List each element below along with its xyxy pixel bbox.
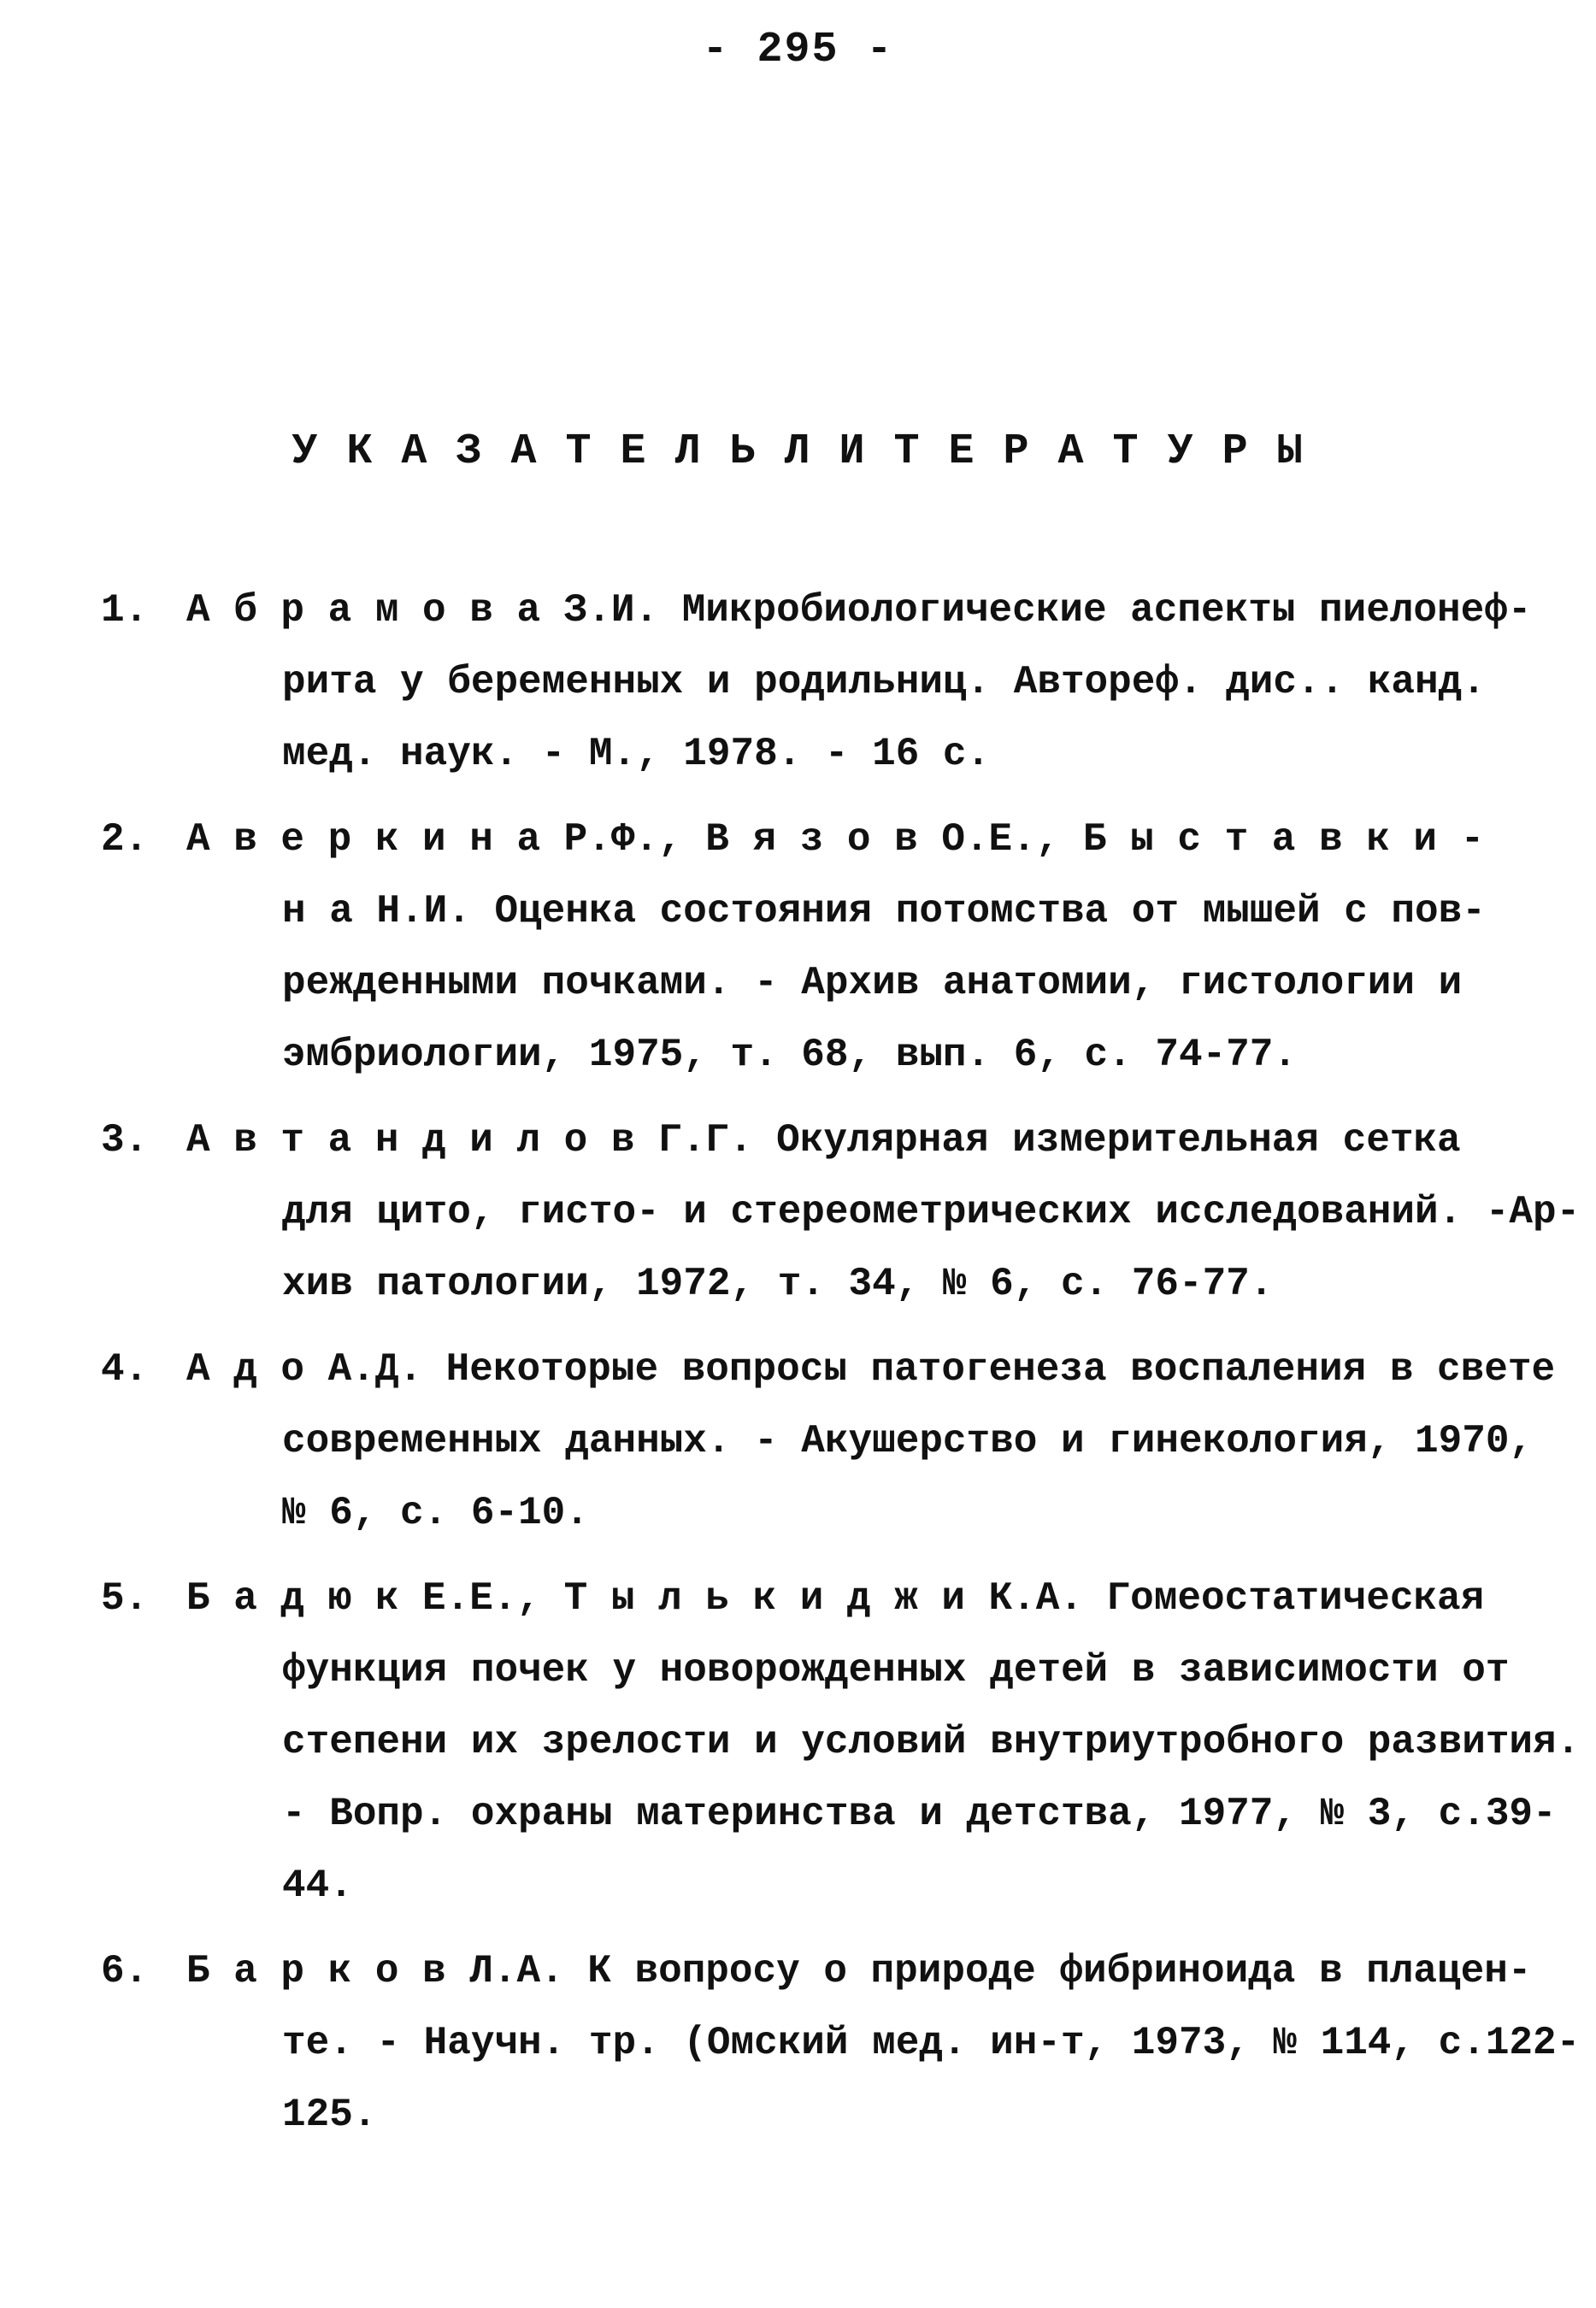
- reference-line: современных данных. - Акушерство и гинекология, 1970,: [282, 1419, 1534, 1463]
- reference-line: н а Н.И. Оценка состояния потомства от мышей с пов-: [282, 889, 1486, 933]
- reference-line: А в т а н д и л о в Г.Г. Окулярная измерительная сетка: [186, 1118, 1461, 1163]
- reference-line: те. - Научн. тр. (Омский мед. ин-т, 1973, № 114, с.122-: [282, 2021, 1581, 2065]
- reference-line: хив патологии, 1972, т. 34, № 6, с. 76-77.: [282, 1262, 1274, 1306]
- reference-item-6: [101, 1935, 1581, 2151]
- reference-line: Б а д ю к Е.Е., Т ы л ь к и д ж и К.А. Гомеостатическая: [186, 1576, 1485, 1621]
- reference-number: 5.: [101, 1576, 149, 1621]
- section-heading: У К А З А Т Е Л Ь Л И Т Е Р А Т У Р Ы: [292, 427, 1304, 476]
- reference-item-5: [101, 1563, 1581, 1922]
- reference-line: эмбриологии, 1975, т. 68, вып. 6, с. 74-77.: [282, 1033, 1297, 1077]
- reference-item-3: [101, 1104, 1581, 1320]
- reference-number: 4.: [101, 1347, 149, 1392]
- reference-line: № 6, с. 6-10.: [282, 1491, 589, 1535]
- reference-item-4: [101, 1334, 1556, 1549]
- reference-line: режденными почками. - Архив анатомии, гистологии и: [282, 961, 1463, 1005]
- reference-line: А в е р к и н а Р.Ф., В я з о в О.Е., Б ы с т а в к и -: [186, 817, 1485, 862]
- reference-number: 3.: [101, 1118, 149, 1163]
- reference-line: А д о А.Д. Некоторые вопросы патогенеза воспаления в свете: [186, 1347, 1556, 1392]
- reference-list: [101, 574, 1581, 2164]
- reference-number: 1.: [101, 588, 149, 633]
- reference-line: - Вопр. охраны материнства и детства, 1977, № 3, с.39-: [282, 1792, 1557, 1836]
- reference-line: А б р а м о в а З.И. Микробиологические аспекты пиелонеф-: [186, 588, 1532, 633]
- reference-line: мед. наук. - М., 1978. - 16 с.: [282, 732, 991, 776]
- reference-item-2: [101, 804, 1503, 1091]
- reference-number: 2.: [101, 817, 149, 862]
- reference-line: 44.: [282, 1863, 353, 1908]
- reference-item-1: [101, 574, 1532, 790]
- reference-line: Б а р к о в Л.А. К вопросу о природе фибриноида в плацен-: [186, 1949, 1532, 1993]
- reference-line: функция почек у новорожденных детей в зависимости от: [282, 1648, 1510, 1693]
- reference-number: 6.: [101, 1949, 149, 1993]
- reference-line: степени их зрелости и условий внутриутробного развития.: [282, 1720, 1581, 1764]
- reference-line: для цито, гисто- и стереометрических исследований. -Ар-: [282, 1190, 1581, 1234]
- reference-line: рита у беременных и родильниц. Автореф. дис.. канд.: [282, 660, 1486, 704]
- page-number: - 295 -: [702, 26, 894, 74]
- reference-line: 125.: [282, 2093, 377, 2137]
